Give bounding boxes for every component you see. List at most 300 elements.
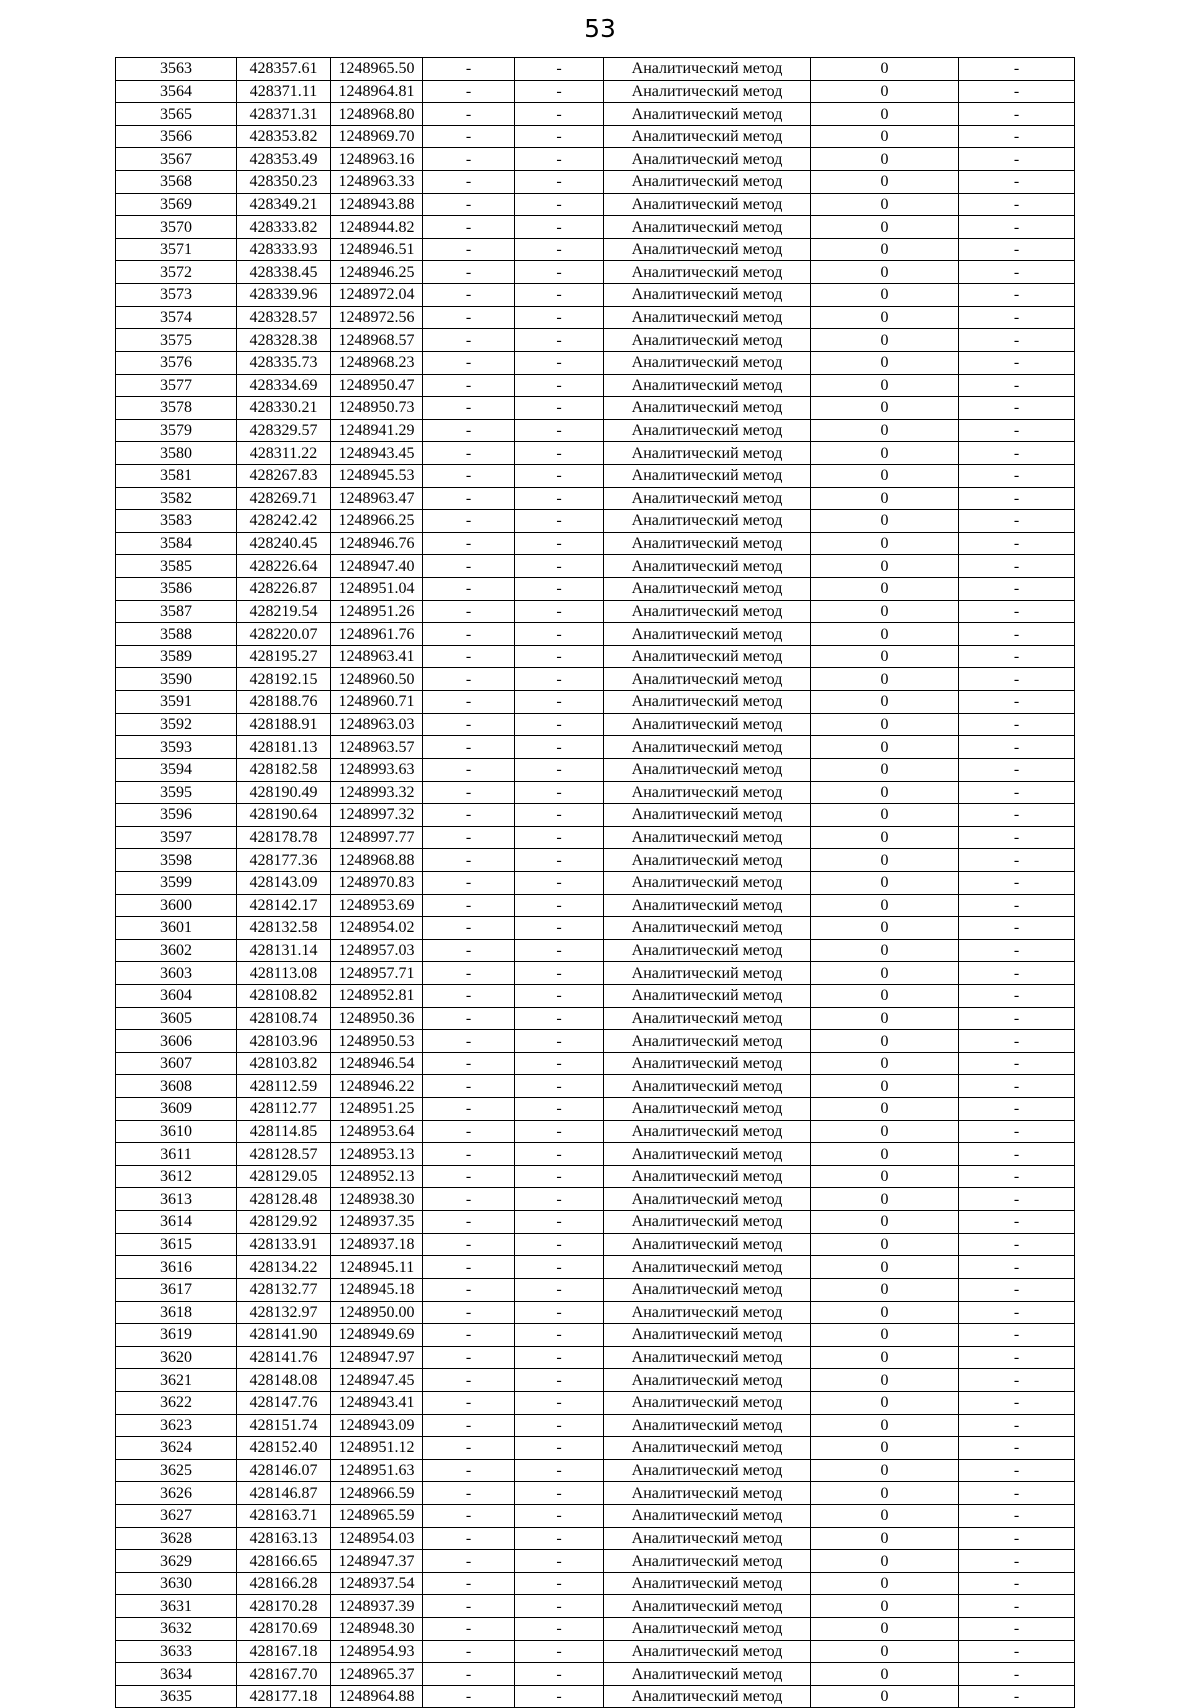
- table-row: [116, 1278, 1075, 1301]
- y-coordinate-cell: 1248960.71: [331, 691, 423, 714]
- dash-cell: -: [423, 1527, 515, 1550]
- dash-cell: -: [423, 261, 515, 284]
- value-cell: 0: [811, 1007, 959, 1030]
- table-row: [116, 871, 1075, 894]
- x-coordinate-cell: 428147.76: [237, 1391, 331, 1414]
- value-cell: 0: [811, 578, 959, 601]
- y-coordinate-cell: 1248937.39: [331, 1595, 423, 1618]
- dash-cell: -: [515, 125, 604, 148]
- method-cell: Аналитический метод: [604, 1618, 811, 1641]
- method-cell: Аналитический метод: [604, 668, 811, 691]
- table-row: [116, 1482, 1075, 1505]
- method-cell: Аналитический метод: [604, 1301, 811, 1324]
- dash-cell: -: [515, 1437, 604, 1460]
- dash-cell: -: [959, 758, 1075, 781]
- value-cell: 0: [811, 939, 959, 962]
- x-coordinate-cell: 428226.64: [237, 555, 331, 578]
- point-number-cell: 3609: [116, 1098, 237, 1121]
- method-cell: Аналитический метод: [604, 171, 811, 194]
- dash-cell: -: [515, 1391, 604, 1414]
- y-coordinate-cell: 1248946.22: [331, 1075, 423, 1098]
- y-coordinate-cell: 1248953.13: [331, 1143, 423, 1166]
- table-row: [116, 1211, 1075, 1234]
- x-coordinate-cell: 428329.57: [237, 419, 331, 442]
- dash-cell: -: [959, 1211, 1075, 1234]
- y-coordinate-cell: 1248968.80: [331, 103, 423, 126]
- x-coordinate-cell: 428333.82: [237, 216, 331, 239]
- point-number-cell: 3574: [116, 306, 237, 329]
- x-coordinate-cell: 428131.14: [237, 939, 331, 962]
- dash-cell: -: [959, 397, 1075, 420]
- table-row: [116, 1414, 1075, 1437]
- method-cell: Аналитический метод: [604, 1482, 811, 1505]
- table-row: [116, 1188, 1075, 1211]
- point-number-cell: 3586: [116, 578, 237, 601]
- dash-cell: -: [959, 1663, 1075, 1686]
- y-coordinate-cell: 1248937.18: [331, 1233, 423, 1256]
- method-cell: Аналитический метод: [604, 464, 811, 487]
- point-number-cell: 3598: [116, 849, 237, 872]
- x-coordinate-cell: 428112.59: [237, 1075, 331, 1098]
- x-coordinate-cell: 428148.08: [237, 1369, 331, 1392]
- point-number-cell: 3570: [116, 216, 237, 239]
- point-number-cell: 3620: [116, 1346, 237, 1369]
- y-coordinate-cell: 1248954.02: [331, 917, 423, 940]
- dash-cell: -: [515, 1030, 604, 1053]
- y-coordinate-cell: 1248947.97: [331, 1346, 423, 1369]
- dash-cell: -: [515, 917, 604, 940]
- method-cell: Аналитический метод: [604, 329, 811, 352]
- dash-cell: -: [515, 555, 604, 578]
- method-cell: Аналитический метод: [604, 306, 811, 329]
- value-cell: 0: [811, 871, 959, 894]
- point-number-cell: 3588: [116, 623, 237, 646]
- table-row: [116, 984, 1075, 1007]
- point-number-cell: 3577: [116, 374, 237, 397]
- value-cell: 0: [811, 397, 959, 420]
- value-cell: 0: [811, 804, 959, 827]
- method-cell: Аналитический метод: [604, 804, 811, 827]
- dash-cell: -: [959, 1572, 1075, 1595]
- table-row: [116, 464, 1075, 487]
- point-number-cell: 3590: [116, 668, 237, 691]
- y-coordinate-cell: 1248937.54: [331, 1572, 423, 1595]
- dash-cell: -: [515, 1007, 604, 1030]
- method-cell: Аналитический метод: [604, 1052, 811, 1075]
- x-coordinate-cell: 428269.71: [237, 487, 331, 510]
- value-cell: 0: [811, 1052, 959, 1075]
- value-cell: 0: [811, 419, 959, 442]
- method-cell: Аналитический метод: [604, 623, 811, 646]
- table-row: [116, 917, 1075, 940]
- x-coordinate-cell: 428152.40: [237, 1437, 331, 1460]
- y-coordinate-cell: 1248946.51: [331, 238, 423, 261]
- table-row: [116, 1007, 1075, 1030]
- x-coordinate-cell: 428188.91: [237, 713, 331, 736]
- x-coordinate-cell: 428181.13: [237, 736, 331, 759]
- dash-cell: -: [515, 1120, 604, 1143]
- dash-cell: -: [515, 984, 604, 1007]
- point-number-cell: 3610: [116, 1120, 237, 1143]
- method-cell: Аналитический метод: [604, 1459, 811, 1482]
- y-coordinate-cell: 1248950.73: [331, 397, 423, 420]
- x-coordinate-cell: 428114.85: [237, 1120, 331, 1143]
- x-coordinate-cell: 428334.69: [237, 374, 331, 397]
- dash-cell: -: [423, 1640, 515, 1663]
- y-coordinate-cell: 1248968.57: [331, 329, 423, 352]
- dash-cell: -: [959, 171, 1075, 194]
- point-number-cell: 3599: [116, 871, 237, 894]
- table-row: [116, 1527, 1075, 1550]
- x-coordinate-cell: 428335.73: [237, 351, 331, 374]
- point-number-cell: 3566: [116, 125, 237, 148]
- value-cell: 0: [811, 532, 959, 555]
- value-cell: 0: [811, 1505, 959, 1528]
- point-number-cell: 3581: [116, 464, 237, 487]
- dash-cell: -: [423, 1030, 515, 1053]
- dash-cell: -: [959, 1640, 1075, 1663]
- value-cell: 0: [811, 691, 959, 714]
- y-coordinate-cell: 1248950.53: [331, 1030, 423, 1053]
- dash-cell: -: [423, 871, 515, 894]
- y-coordinate-cell: 1248952.81: [331, 984, 423, 1007]
- point-number-cell: 3568: [116, 171, 237, 194]
- dash-cell: -: [423, 984, 515, 1007]
- method-cell: Аналитический метод: [604, 1346, 811, 1369]
- table-row: [116, 894, 1075, 917]
- y-coordinate-cell: 1248961.76: [331, 623, 423, 646]
- dash-cell: -: [515, 623, 604, 646]
- x-coordinate-cell: 428166.28: [237, 1572, 331, 1595]
- value-cell: 0: [811, 1640, 959, 1663]
- x-coordinate-cell: 428170.28: [237, 1595, 331, 1618]
- y-coordinate-cell: 1248960.50: [331, 668, 423, 691]
- dash-cell: -: [959, 1369, 1075, 1392]
- dash-cell: -: [423, 148, 515, 171]
- y-coordinate-cell: 1248937.35: [331, 1211, 423, 1234]
- x-coordinate-cell: 428190.49: [237, 781, 331, 804]
- method-cell: Аналитический метод: [604, 397, 811, 420]
- table-row: [116, 1030, 1075, 1053]
- dash-cell: -: [959, 1324, 1075, 1347]
- table-row: [116, 397, 1075, 420]
- dash-cell: -: [423, 894, 515, 917]
- y-coordinate-cell: 1248963.16: [331, 148, 423, 171]
- dash-cell: -: [515, 80, 604, 103]
- dash-cell: -: [515, 849, 604, 872]
- table-row: [116, 623, 1075, 646]
- table-row: [116, 216, 1075, 239]
- method-cell: Аналитический метод: [604, 532, 811, 555]
- value-cell: 0: [811, 487, 959, 510]
- dash-cell: -: [423, 397, 515, 420]
- dash-cell: -: [515, 1165, 604, 1188]
- dash-cell: -: [959, 1052, 1075, 1075]
- x-coordinate-cell: 428353.49: [237, 148, 331, 171]
- value-cell: 0: [811, 1075, 959, 1098]
- dash-cell: -: [515, 351, 604, 374]
- x-coordinate-cell: 428353.82: [237, 125, 331, 148]
- table-row: [116, 1391, 1075, 1414]
- y-coordinate-cell: 1248943.41: [331, 1391, 423, 1414]
- y-coordinate-cell: 1248957.71: [331, 962, 423, 985]
- point-number-cell: 3600: [116, 894, 237, 917]
- dash-cell: -: [423, 691, 515, 714]
- y-coordinate-cell: 1248954.93: [331, 1640, 423, 1663]
- table-row: [116, 1143, 1075, 1166]
- dash-cell: -: [423, 1414, 515, 1437]
- dash-cell: -: [423, 1505, 515, 1528]
- dash-cell: -: [423, 1685, 515, 1708]
- dash-cell: -: [959, 645, 1075, 668]
- point-number-cell: 3593: [116, 736, 237, 759]
- value-cell: 0: [811, 1030, 959, 1053]
- x-coordinate-cell: 428151.74: [237, 1414, 331, 1437]
- dash-cell: -: [423, 1007, 515, 1030]
- x-coordinate-cell: 428177.36: [237, 849, 331, 872]
- dash-cell: -: [515, 962, 604, 985]
- method-cell: Аналитический метод: [604, 917, 811, 940]
- dash-cell: -: [423, 1346, 515, 1369]
- x-coordinate-cell: 428167.70: [237, 1663, 331, 1686]
- dash-cell: -: [959, 487, 1075, 510]
- table-row: [116, 555, 1075, 578]
- dash-cell: -: [515, 510, 604, 533]
- x-coordinate-cell: 428170.69: [237, 1618, 331, 1641]
- method-cell: Аналитический метод: [604, 442, 811, 465]
- value-cell: 0: [811, 1369, 959, 1392]
- x-coordinate-cell: 428129.05: [237, 1165, 331, 1188]
- x-coordinate-cell: 428267.83: [237, 464, 331, 487]
- dash-cell: -: [959, 1143, 1075, 1166]
- value-cell: 0: [811, 1527, 959, 1550]
- point-number-cell: 3601: [116, 917, 237, 940]
- dash-cell: -: [515, 487, 604, 510]
- dash-cell: -: [423, 1595, 515, 1618]
- x-coordinate-cell: 428113.08: [237, 962, 331, 985]
- method-cell: Аналитический метод: [604, 80, 811, 103]
- value-cell: 0: [811, 1211, 959, 1234]
- point-number-cell: 3583: [116, 510, 237, 533]
- y-coordinate-cell: 1248950.47: [331, 374, 423, 397]
- dash-cell: -: [959, 894, 1075, 917]
- value-cell: 0: [811, 1391, 959, 1414]
- method-cell: Аналитический метод: [604, 555, 811, 578]
- dash-cell: -: [959, 826, 1075, 849]
- dash-cell: -: [959, 148, 1075, 171]
- dash-cell: -: [515, 1075, 604, 1098]
- dash-cell: -: [423, 1098, 515, 1121]
- value-cell: 0: [811, 171, 959, 194]
- value-cell: 0: [811, 1143, 959, 1166]
- dash-cell: -: [515, 804, 604, 827]
- table-row: [116, 578, 1075, 601]
- dash-cell: -: [959, 419, 1075, 442]
- dash-cell: -: [515, 397, 604, 420]
- point-number-cell: 3624: [116, 1437, 237, 1460]
- dash-cell: -: [515, 1301, 604, 1324]
- dash-cell: -: [423, 1120, 515, 1143]
- method-cell: Аналитический метод: [604, 1572, 811, 1595]
- x-coordinate-cell: 428349.21: [237, 193, 331, 216]
- y-coordinate-cell: 1248972.56: [331, 306, 423, 329]
- point-number-cell: 3633: [116, 1640, 237, 1663]
- x-coordinate-cell: 428182.58: [237, 758, 331, 781]
- table-row: [116, 781, 1075, 804]
- x-coordinate-cell: 428167.18: [237, 1640, 331, 1663]
- value-cell: 0: [811, 216, 959, 239]
- point-number-cell: 3617: [116, 1278, 237, 1301]
- method-cell: Аналитический метод: [604, 193, 811, 216]
- dash-cell: -: [959, 600, 1075, 623]
- method-cell: Аналитический метод: [604, 1505, 811, 1528]
- x-coordinate-cell: 428339.96: [237, 284, 331, 307]
- table-row: [116, 193, 1075, 216]
- table-row: [116, 125, 1075, 148]
- dash-cell: -: [423, 1256, 515, 1279]
- value-cell: 0: [811, 1324, 959, 1347]
- table-row: [116, 1301, 1075, 1324]
- dash-cell: -: [423, 103, 515, 126]
- dash-cell: -: [423, 1075, 515, 1098]
- value-cell: 0: [811, 374, 959, 397]
- point-number-cell: 3625: [116, 1459, 237, 1482]
- dash-cell: -: [515, 600, 604, 623]
- dash-cell: -: [515, 464, 604, 487]
- x-coordinate-cell: 428132.77: [237, 1278, 331, 1301]
- method-cell: Аналитический метод: [604, 1527, 811, 1550]
- point-number-cell: 3563: [116, 58, 237, 81]
- x-coordinate-cell: 428242.42: [237, 510, 331, 533]
- y-coordinate-cell: 1248969.70: [331, 125, 423, 148]
- method-cell: Аналитический метод: [604, 148, 811, 171]
- value-cell: 0: [811, 984, 959, 1007]
- dash-cell: -: [959, 1391, 1075, 1414]
- dash-cell: -: [959, 1278, 1075, 1301]
- x-coordinate-cell: 428132.58: [237, 917, 331, 940]
- y-coordinate-cell: 1248944.82: [331, 216, 423, 239]
- dash-cell: -: [959, 1007, 1075, 1030]
- method-cell: Аналитический метод: [604, 1663, 811, 1686]
- dash-cell: -: [959, 464, 1075, 487]
- value-cell: 0: [811, 58, 959, 81]
- y-coordinate-cell: 1248968.23: [331, 351, 423, 374]
- y-coordinate-cell: 1248945.53: [331, 464, 423, 487]
- dash-cell: -: [959, 1618, 1075, 1641]
- y-coordinate-cell: 1248946.25: [331, 261, 423, 284]
- dash-cell: -: [423, 284, 515, 307]
- table-body: [116, 58, 1075, 1708]
- dash-cell: -: [423, 1278, 515, 1301]
- y-coordinate-cell: 1248943.45: [331, 442, 423, 465]
- y-coordinate-cell: 1248993.32: [331, 781, 423, 804]
- y-coordinate-cell: 1248946.54: [331, 1052, 423, 1075]
- y-coordinate-cell: 1248964.88: [331, 1685, 423, 1708]
- method-cell: Аналитический метод: [604, 1165, 811, 1188]
- point-number-cell: 3585: [116, 555, 237, 578]
- dash-cell: -: [423, 238, 515, 261]
- dash-cell: -: [423, 1663, 515, 1686]
- dash-cell: -: [423, 1482, 515, 1505]
- dash-cell: -: [423, 962, 515, 985]
- value-cell: 0: [811, 555, 959, 578]
- value-cell: 0: [811, 1278, 959, 1301]
- dash-cell: -: [423, 58, 515, 81]
- method-cell: Аналитический метод: [604, 1098, 811, 1121]
- method-cell: Аналитический метод: [604, 284, 811, 307]
- value-cell: 0: [811, 713, 959, 736]
- method-cell: Аналитический метод: [604, 894, 811, 917]
- x-coordinate-cell: 428328.38: [237, 329, 331, 352]
- y-coordinate-cell: 1248951.63: [331, 1459, 423, 1482]
- dash-cell: -: [423, 600, 515, 623]
- dash-cell: -: [423, 1572, 515, 1595]
- table-row: [116, 510, 1075, 533]
- dash-cell: -: [959, 58, 1075, 81]
- table-row: [116, 962, 1075, 985]
- value-cell: 0: [811, 668, 959, 691]
- dash-cell: -: [423, 1437, 515, 1460]
- table-row: [116, 1618, 1075, 1641]
- table-row: [116, 1256, 1075, 1279]
- method-cell: Аналитический метод: [604, 1007, 811, 1030]
- value-cell: 0: [811, 1572, 959, 1595]
- dash-cell: -: [515, 193, 604, 216]
- x-coordinate-cell: 428350.23: [237, 171, 331, 194]
- dash-cell: -: [423, 578, 515, 601]
- dash-cell: -: [959, 555, 1075, 578]
- method-cell: Аналитический метод: [604, 238, 811, 261]
- x-coordinate-cell: 428108.74: [237, 1007, 331, 1030]
- table-row: [116, 1165, 1075, 1188]
- dash-cell: -: [423, 171, 515, 194]
- method-cell: Аналитический метод: [604, 736, 811, 759]
- dash-cell: -: [959, 917, 1075, 940]
- point-number-cell: 3618: [116, 1301, 237, 1324]
- method-cell: Аналитический метод: [604, 374, 811, 397]
- dash-cell: -: [959, 261, 1075, 284]
- table-row: [116, 849, 1075, 872]
- table-row: [116, 1324, 1075, 1347]
- dash-cell: -: [423, 306, 515, 329]
- point-number-cell: 3594: [116, 758, 237, 781]
- x-coordinate-cell: 428103.82: [237, 1052, 331, 1075]
- point-number-cell: 3580: [116, 442, 237, 465]
- dash-cell: -: [959, 238, 1075, 261]
- y-coordinate-cell: 1248963.03: [331, 713, 423, 736]
- x-coordinate-cell: 428226.87: [237, 578, 331, 601]
- value-cell: 0: [811, 510, 959, 533]
- y-coordinate-cell: 1248945.18: [331, 1278, 423, 1301]
- method-cell: Аналитический метод: [604, 1188, 811, 1211]
- value-cell: 0: [811, 238, 959, 261]
- dash-cell: -: [959, 781, 1075, 804]
- dash-cell: -: [515, 758, 604, 781]
- dash-cell: -: [959, 1346, 1075, 1369]
- dash-cell: -: [515, 1595, 604, 1618]
- y-coordinate-cell: 1248965.50: [331, 58, 423, 81]
- table-row: [116, 1595, 1075, 1618]
- dash-cell: -: [423, 1188, 515, 1211]
- value-cell: 0: [811, 623, 959, 646]
- y-coordinate-cell: 1248963.41: [331, 645, 423, 668]
- x-coordinate-cell: 428333.93: [237, 238, 331, 261]
- value-cell: 0: [811, 125, 959, 148]
- y-coordinate-cell: 1248953.64: [331, 1120, 423, 1143]
- dash-cell: -: [423, 1052, 515, 1075]
- method-cell: Аналитический метод: [604, 1685, 811, 1708]
- dash-cell: -: [959, 1527, 1075, 1550]
